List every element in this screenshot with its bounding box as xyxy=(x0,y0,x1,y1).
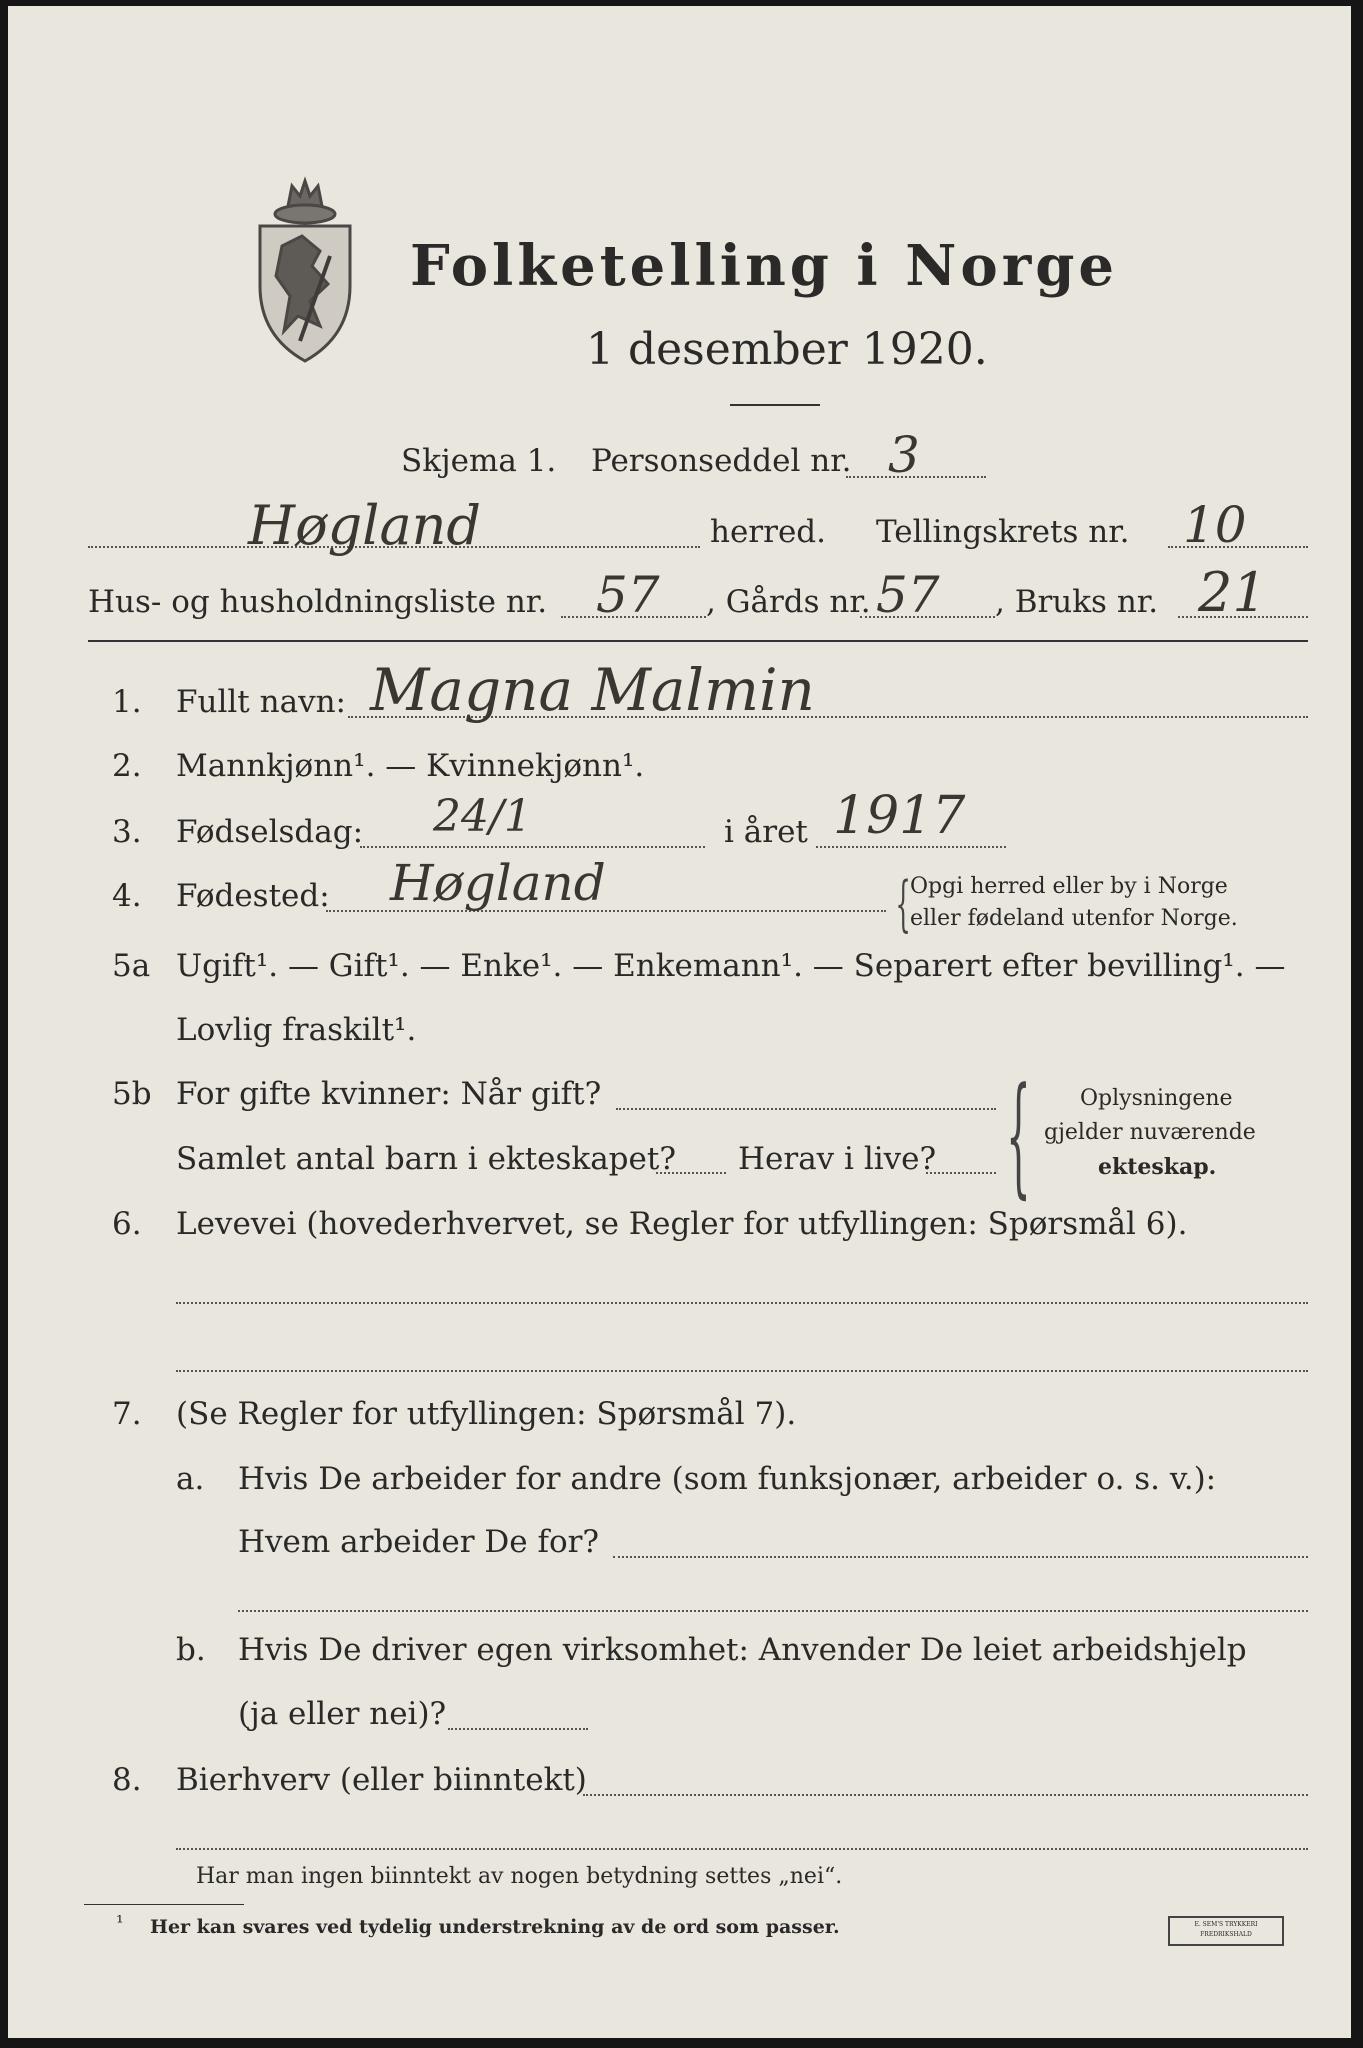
q4-brace: { xyxy=(895,869,911,939)
q5b-alive-line xyxy=(926,1172,996,1174)
herred-value: Høgland xyxy=(248,494,481,557)
q2-number: 2. xyxy=(112,748,142,784)
q7b-line2: (ja eller nei)? xyxy=(238,1696,447,1732)
q5a-number: 5a xyxy=(112,948,151,984)
q4-label: Fødested: xyxy=(176,878,330,914)
q4-note-1: Opgi herred eller by i Norge xyxy=(910,874,1228,899)
bruks-label: , Bruks nr. xyxy=(995,584,1159,620)
q3-year-value: 1917 xyxy=(833,786,966,846)
form-title: Folketelling i Norge xyxy=(410,233,1119,299)
q5b-children-label: Samlet antal barn i ekteskapet? xyxy=(176,1141,676,1177)
q1-label: Fullt navn: xyxy=(176,684,346,720)
q5b-note-1: Oplysningene xyxy=(1080,1086,1233,1111)
bruks-value: 21 xyxy=(1198,561,1267,624)
q5b-married-line xyxy=(616,1108,996,1110)
q4-note-2: eller fødeland utenfor Norge. xyxy=(910,906,1238,931)
q8-number: 8. xyxy=(112,1762,142,1798)
q1-value: Magna Malmin xyxy=(370,656,815,724)
gards-label: , Gårds nr. xyxy=(706,584,871,620)
q7b-line1: Hvis De driver egen virksomhet: Anvender De leiet arbeidshjelp xyxy=(238,1632,1247,1668)
header-divider xyxy=(88,640,1308,642)
q5b-line1: For gifte kvinner: Når gift? xyxy=(176,1076,602,1112)
q8-note: Har man ingen biinntekt av nogen betydning settes „nei“. xyxy=(196,1864,843,1889)
q5b-note-2: gjelder nuværende xyxy=(1044,1120,1256,1145)
footnote-text: Her kan svares ved tydelig understrekning av de ord som passer. xyxy=(150,1916,840,1938)
q6-label: Levevei (hovederhvervet, se Regler for utfyllingen: Spørsmål 6). xyxy=(176,1206,1188,1242)
q3-line xyxy=(360,846,705,848)
q7a-line xyxy=(613,1556,1308,1558)
q3-number: 3. xyxy=(112,814,142,850)
q7b-letter: b. xyxy=(176,1632,206,1668)
q5a-line1: Ugift¹. — Gift¹. — Enke¹. — Enkemann¹. — Separert efter bevilling¹. — xyxy=(176,948,1286,984)
tellingskrets-value: 10 xyxy=(1183,496,1247,554)
q5b-number: 5b xyxy=(112,1076,152,1112)
gards-value: 57 xyxy=(876,566,940,624)
q7-label: (Se Regler for utfyllingen: Spørsmål 7). xyxy=(176,1396,797,1432)
q3-label: Fødselsdag: xyxy=(176,814,364,850)
footnote-mark: ¹ xyxy=(116,1912,124,1934)
personseddel-value: 3 xyxy=(888,426,920,484)
q6-number: 6. xyxy=(112,1206,142,1242)
hus-label: Hus- og husholdningsliste nr. xyxy=(88,584,548,620)
q2-label: Mannkjønn¹. — Kvinnekjønn¹. xyxy=(176,748,645,784)
q5a-line2: Lovlig fraskilt¹. xyxy=(176,1012,417,1048)
q7a-line-2 xyxy=(238,1610,1308,1612)
q8-label: Bierhverv (eller biinntekt) xyxy=(176,1762,587,1798)
q3-year-label: i året xyxy=(724,814,808,850)
q5b-note-3: ekteskap. xyxy=(1098,1154,1217,1180)
coat-of-arms-emblem xyxy=(240,166,370,366)
herred-label: herred. xyxy=(710,514,826,550)
q4-number: 4. xyxy=(112,878,142,914)
q8-line-2 xyxy=(176,1848,1308,1850)
title-divider xyxy=(730,404,820,406)
q3-year-line xyxy=(816,846,1006,848)
personseddel-label: Personseddel nr. xyxy=(591,443,852,479)
q4-value: Høgland xyxy=(390,854,606,912)
q5b-brace: { xyxy=(1006,1059,1031,1211)
printer-stamp xyxy=(1168,1916,1284,1946)
q5b-alive-label: Herav i live? xyxy=(738,1141,937,1177)
q3-value: 24/1 xyxy=(433,791,532,842)
q6-line-2 xyxy=(176,1370,1308,1372)
q6-line-1 xyxy=(176,1302,1308,1304)
q7a-letter: a. xyxy=(176,1461,205,1497)
footnote-divider xyxy=(84,1904,244,1905)
skjema-label: Skjema 1. xyxy=(401,443,557,479)
q5b-children-line xyxy=(656,1172,726,1174)
hus-value: 57 xyxy=(596,566,660,624)
census-form xyxy=(8,6,1351,2038)
q7b-line xyxy=(448,1728,588,1730)
q1-number: 1. xyxy=(112,684,142,720)
q7a-line2: Hvem arbeider De for? xyxy=(238,1524,600,1560)
q7a-line1: Hvis De arbeider for andre (som funksjonær, arbeider o. s. v.): xyxy=(238,1461,1217,1497)
printer-stamp-text: E. SEM'S TRYKKERI FREDRIKSHALD xyxy=(1194,1921,1258,1938)
q7-number: 7. xyxy=(112,1396,142,1432)
q8-line xyxy=(583,1794,1308,1796)
form-date: 1 desember 1920. xyxy=(586,324,988,375)
tellingskrets-label: Tellingskrets nr. xyxy=(876,514,1130,550)
